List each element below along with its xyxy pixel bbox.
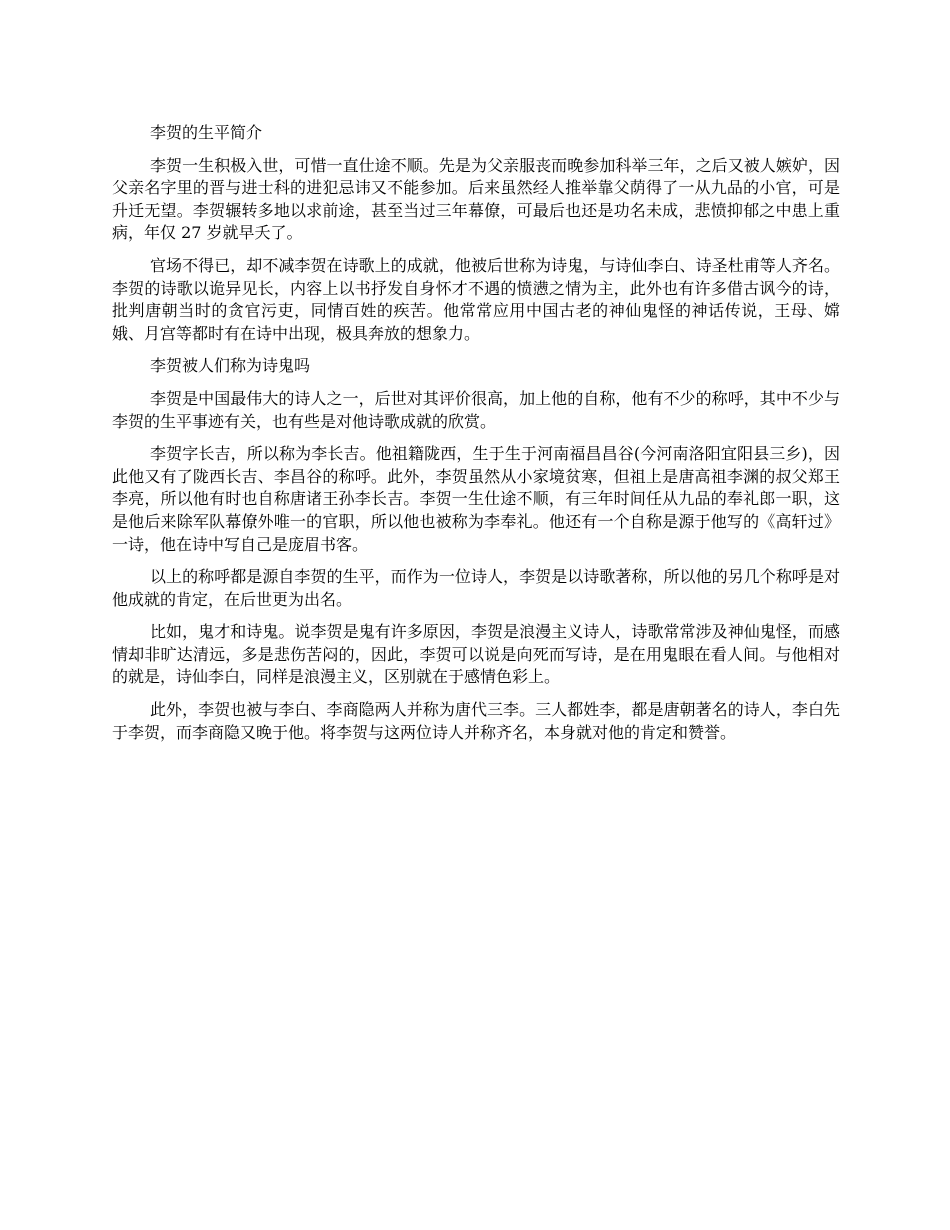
paragraph-career: 李贺一生积极入世，可惜一直仕途不顺。先是为父亲服丧而晚参加科举三年，之后又被人嫉妒，因父亲名字里的晋与进士科的进犯忌讳又不能参加。后来虽然经人推举靠父荫得了一从九品的小官，可是升迁无望。李贺辗转多地以求前途，甚至当过三年幕僚，可最后也还是功名未成，悲愤抑郁之中患上重病，年仅 27 岁就早夭了。 xyxy=(112,155,840,243)
document-body xyxy=(112,122,840,754)
paragraph-titles-intro: 李贺是中国最伟大的诗人之一，后世对其评价很高，加上他的自称，他有不少的称呼，其中不少与李贺的生平事迹有关，也有些是对他诗歌成就的欣赏。 xyxy=(112,388,840,431)
paragraph-poetry-achievement: 官场不得已，却不减李贺在诗歌上的成就，他被后世称为诗鬼，与诗仙李白、诗圣杜甫等人齐名。李贺的诗歌以诡异见长，内容上以书抒发自身怀才不遇的愤懑之情为主，此外也有许多借古讽今的诗，批判唐朝当时的贪官污吏，同情百姓的疾苦。他常常应用中国古老的神仙鬼怪的神话传说，王母、嫦娥、月宫等都时有在诗中出现，极具奔放的想象力。 xyxy=(112,255,840,343)
section-heading-poet-ghost: 李贺被人们称为诗鬼吗 xyxy=(150,356,311,376)
paragraph-ghost-talent: 比如，鬼才和诗鬼。说李贺是鬼有许多原因，李贺是浪漫主义诗人，诗歌常常涉及神仙鬼怪，而感情却非旷达清远，多是悲伤苦闷的，因此，李贺可以说是向死而写诗，是在用鬼眼在看人间。与他相对的就是，诗仙李白，同样是浪漫主义，区别就在于感情色彩上。 xyxy=(112,622,840,687)
paragraph-courtesy-names: 李贺字长吉，所以称为李长吉。他祖籍陇西，生于生于河南福昌昌谷(今河南洛阳宜阳县三乡)，因此他又有了陇西长吉、李昌谷的称呼。此外，李贺虽然从小家境贫寒，但祖上是唐高祖李渊的叔父郑王李亮，所以他有时也自称唐诸王孙李长吉。李贺一生仕途不顺，有三年时间任从九品的奉礼郎一职，这是他后来除军队幕僚外唯一的官职，所以他也被称为李奉礼。他还有一个自称是源于他写的《高轩过》一诗，他在诗中写自己是庞眉书客。 xyxy=(112,444,840,554)
paragraph-three-li: 此外，李贺也被与李白、李商隐两人并称为唐代三李。三人都姓李，都是唐朝著名的诗人，李白先于李贺，而李商隐又晚于他。将李贺与这两位诗人并称齐名，本身就对他的肯定和赞誉。 xyxy=(112,700,840,742)
section-heading-life: 李贺的生平简介 xyxy=(150,123,263,142)
paragraph-fame-titles: 以上的称呼都是源自李贺的生平，而作为一位诗人，李贺是以诗歌著称，所以他的另几个称呼是对他成就的肯定，在后世更为出名。 xyxy=(112,567,840,609)
